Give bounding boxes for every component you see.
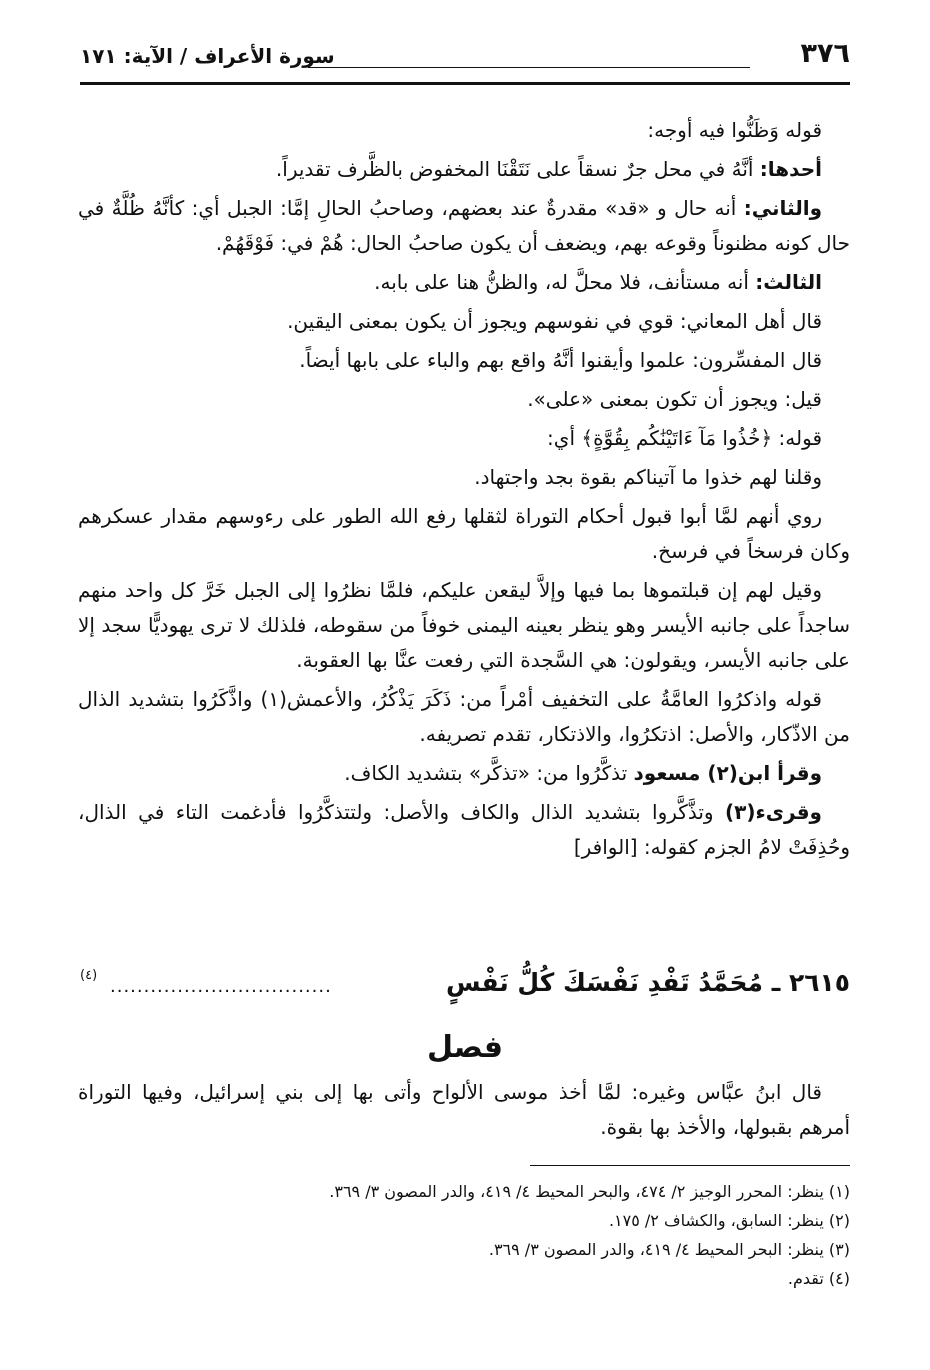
- running-title: سورة الأعراف / الآية: ١٧١: [80, 44, 335, 68]
- paragraph: قوله وَظَنُّوا فيه أوجه:: [647, 118, 822, 142]
- verse: ٢٦١٥ ـ مُحَمَّدُ تَفْدِ نَفْسَكَ كُلُّ نَفْسٍ: [445, 968, 850, 997]
- footnote: (١) ينظر: المحرر الوجيز ٢/ ٤٧٤، والبحر المحيط ٤/ ٤١٩، والدر المصون ٣/ ٣٦٩.: [329, 1182, 850, 1201]
- main-text: [78, 113, 850, 869]
- verse-ellipsis: .................................: [110, 976, 332, 997]
- paragraph: الثالث: أنه مستأنف، فلا محلَّ له، والظنُّ هنا على بابه.: [374, 270, 822, 294]
- section-title: فصل: [427, 1030, 503, 1065]
- paragraph: قال ابنُ عبَّاس وغيره: لمَّا أخذ موسى الألواح وأتى بها إلى بني إسرائيل، وفيها التوراة أمرهم بقبولها، والأخذ بها بقوة.: [78, 1080, 850, 1139]
- poetry-line: [80, 968, 850, 1008]
- paragraph: وقيل لهم إن قبلتموها بما فيها وإلاَّ ليقعن عليكم، فلمَّا نظرُوا إلى الجبل خَرَّ كل واحد منهم ساجداً على جانبه الأيسر وهو ينظر بعينه اليمنى خوفاً من سقوطه، فلذلك لا ترى يهوديًّا سجد إلا على جانبه الأيسر، ويقولون: هي السَّجدة التي رفعت عنَّا بها العقوبة.: [78, 578, 850, 672]
- paragraph: وقرأ ابن(٢) مسعود تذكَّرُوا من: «تذكَّر» بتشديد الكاف.: [344, 761, 822, 785]
- paragraph: قوله واذكرُوا العامَّةُ على التخفيف أمْراً من: ذَكَرَ يَذْكُرُ، والأعمش(١) واذَّكَرُوا بتشديد الذال من الاذّكار، والأصل: اذتكرُوا، والاذتكار، تقدم تصريفه.: [78, 687, 850, 746]
- footnotes: [80, 1177, 850, 1293]
- paragraph: والثاني: أنه حال و «قد» مقدرةٌ عند بعضهم، وصاحبُ الحالِ إمَّا: الجبل أي: كأنَّهُ ظُلَّةٌ في حال كونه مظنوناً وقوعه بهم، ويضعف أن يكون صاحبُ الحال: هُمْ في: فَوْقَهُمْ.: [78, 196, 850, 255]
- footnote: (٣) ينظر: البحر المحيط ٤/ ٤١٩، والدر المصون ٣/ ٣٦٩.: [488, 1240, 850, 1259]
- footnote-marker: (٤): [80, 968, 98, 983]
- section-text: [78, 1075, 850, 1145]
- paragraph: أحدها: أنَّهُ في محل جرٌ نسقاً على نَتَقْنَا المخفوض بالظَّرف تقديراً.: [275, 157, 822, 181]
- paragraph: روي أنهم لمَّا أبوا قبول أحكام التوراة لثقلها رفع الله الطور على رءوسهم مقدار عسكرهم وكان فرسخاً في فرسخ.: [78, 504, 850, 563]
- paragraph: وقلنا لهم خذوا ما آتيناكم بقوة بجد واجتهاد.: [474, 465, 822, 489]
- paragraph: قوله: ﴿خُذُوا مَآ ءَاتَيْنَٰكُم بِقُوَّةٍ﴾ أي:: [547, 426, 822, 450]
- footnote: (٤) تقدم.: [787, 1269, 850, 1288]
- header-rule-short: [308, 67, 750, 68]
- paragraph: قال أهل المعاني: قوي في نفوسهم ويجوز أن يكون بمعنى اليقين.: [287, 309, 822, 333]
- paragraph: وقرىء(٣) وتذَّكَّروا بتشديد الذال والكاف والأصل: ولتتذكَّرُوا فأدغمت التاء في الذال، وحُذِفَتْ لامُ الجزم كقوله: [الوافر]: [78, 800, 850, 859]
- header-rule: [80, 82, 850, 85]
- footnote: (٢) ينظر: السابق، والكشاف ٢/ ١٧٥.: [608, 1211, 850, 1230]
- footnote-rule: [530, 1165, 850, 1166]
- page-number: ٣٧٦: [800, 38, 850, 69]
- paragraph: قيل: ويجوز أن تكون بمعنى «على».: [527, 387, 822, 411]
- paragraph: قال المفسِّرون: علموا وأيقنوا أنَّهُ واقع بهم والباء على بابها أيضاً.: [299, 348, 822, 372]
